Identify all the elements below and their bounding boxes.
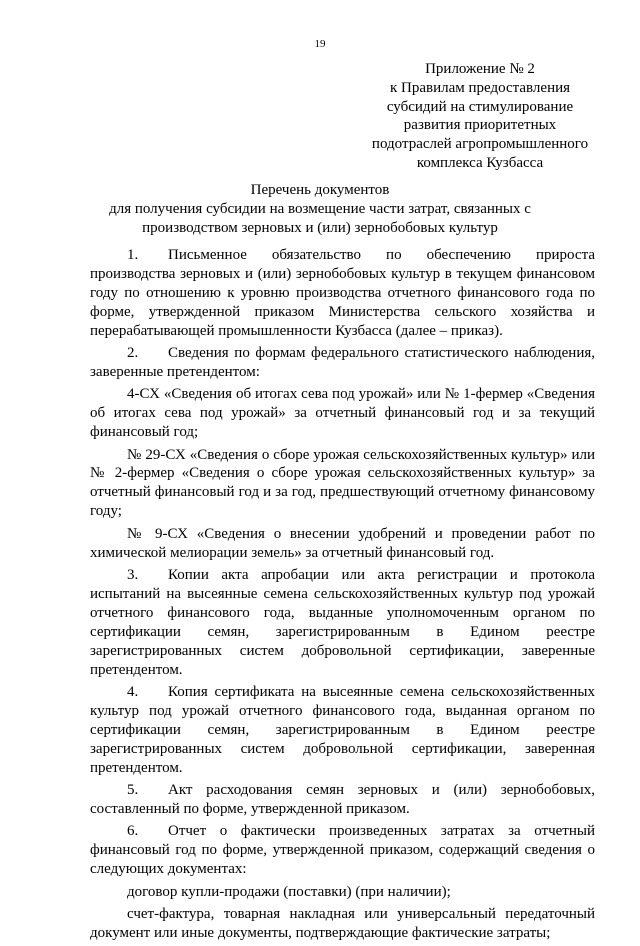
item-number: 3. xyxy=(127,567,139,583)
appendix-line: к Правилам предоставления xyxy=(389,79,571,96)
title-line: для получения субсидии на возмещение части затрат, связанных с xyxy=(109,200,531,217)
item-text: Отчет о фактически произведенных затратах за отчетный финансовый год по форме, утвержденной приказом, содержащий сведения о следующих документах: xyxy=(90,823,595,878)
appendix-line: комплекса Кузбасса xyxy=(416,154,544,171)
page-number: 19 xyxy=(314,38,326,50)
item-text: Сведения по формам федерального статистического наблюдения, заверенные претендентом: xyxy=(90,345,595,380)
item-number: 4. xyxy=(127,683,139,700)
appendix-line: подотраслей агропромышленного xyxy=(371,136,589,153)
list-item-5 xyxy=(90,781,595,819)
item-number: 2. xyxy=(127,345,139,362)
sub-item-2c: № 9-СХ «Сведения о внесении удобрений и проведении работ по химической мелиорации земель» за отчетный финансовый год. xyxy=(90,525,595,561)
appendix-line: Приложение № 2 xyxy=(425,61,535,77)
item-text: Письменное обязательство по обеспечению прироста производства зерновых и (или) зернобобовых культур в текущем финансовом году по отношению к уровню производства отчетного финансового года по форме, утвержденной приказом Министерства сельского хозяйства и перерабатывающей промышленности Кузбасса (далее – приказ). xyxy=(90,247,595,339)
appendix-line: субсидий на стимулирование xyxy=(386,98,574,115)
list-item-3 xyxy=(90,566,595,679)
sub-item-6b: счет-фактура, товарная накладная или универсальный передаточный документ или иные документы, подтверждающие фактические затраты; xyxy=(90,905,595,941)
appendix-line: развития приоритетных xyxy=(403,117,557,134)
document-body xyxy=(90,246,595,946)
item-number: 1. xyxy=(127,247,139,263)
item-text: Акт расходования семян зерновых и (или) зернобобовых, составленный по форме, утвержденной приказом. xyxy=(90,781,595,817)
appendix-header xyxy=(365,60,595,173)
list-item-2 xyxy=(90,344,595,382)
item-number: 5. xyxy=(127,781,139,798)
title-line: Перечень документов xyxy=(250,182,390,198)
title-line: производством зерновых и (или) зернобобовых культур xyxy=(142,219,498,236)
item-text: Копия сертификата на высеянные семена сельскохозяйственных культур под урожай отчетного финансового года, выданная органом по сертификации семян, зарегистрированным в Едином реестре зарегистрированных систем добровольной сертификации, заверенная претендентом. xyxy=(90,683,595,776)
sub-item-6a: договор купли-продажи (поставки) (при наличии); xyxy=(127,883,451,900)
list-item-4 xyxy=(90,683,595,778)
item-number: 6. xyxy=(127,823,139,840)
sub-item-2a: 4-СХ «Сведения об итогах сева под урожай» или № 1-фермер «Сведения об итогах сева под урожай» за отчетный финансовый год и за текущий финансовый год; xyxy=(90,386,595,441)
item-text: Копии акта апробации или акта регистрации и протокола испытаний на высеянные семена сельскохозяйственных культур под урожай отчетного финансового года, выданные уполномоченным органом по сертификации семян, зарегистрированным в Едином реестре зарегистрированных систем добровольной сертификации, заверенные претендентом. xyxy=(90,567,595,678)
list-item-6 xyxy=(90,822,595,879)
sub-item-2b: № 29-СХ «Сведения о сборе урожая сельскохозяйственных культур» или № 2-фермер «Сведения о сборе урожая сельскохозяйственных культур» за отчетный финансовый год и за год, предшествующий отчетному финансовому году; xyxy=(90,446,595,520)
list-item-1 xyxy=(90,246,595,341)
document-title xyxy=(0,181,640,237)
